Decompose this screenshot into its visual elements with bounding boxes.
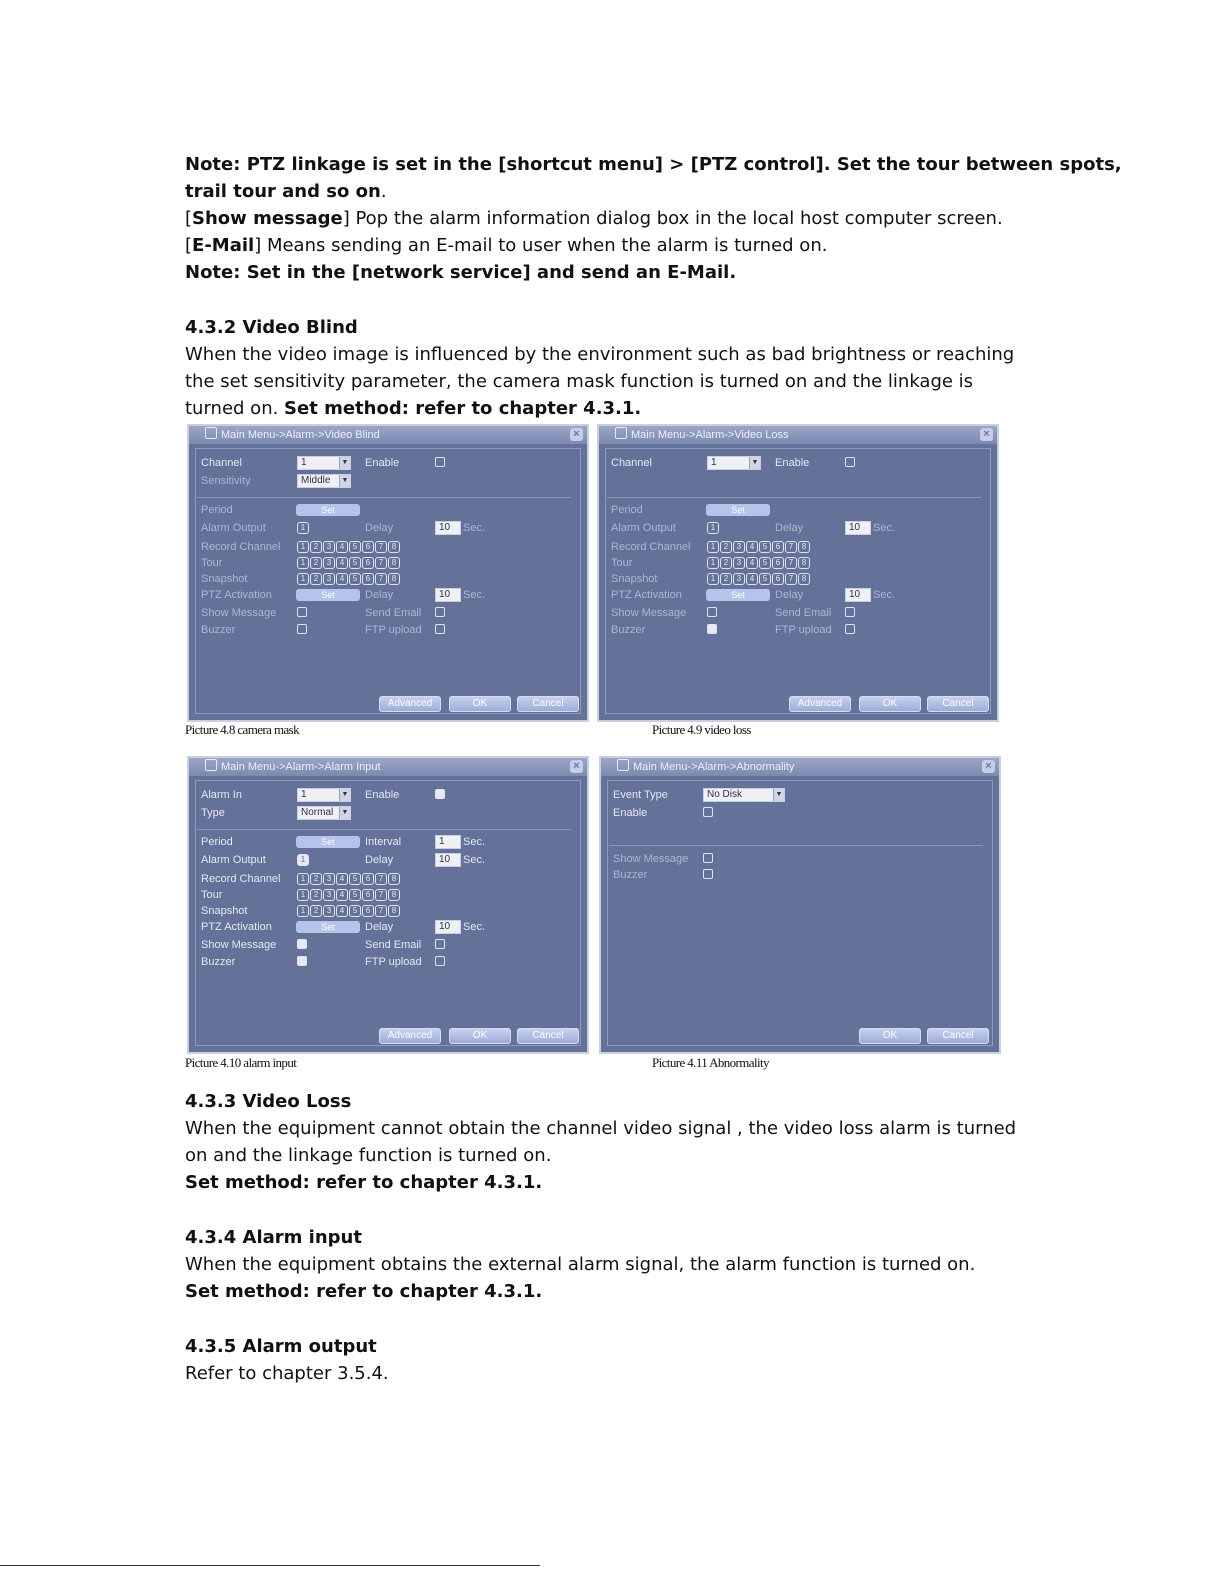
channel-box[interactable]: 6 [772, 557, 784, 569]
channel-box[interactable]: 8 [798, 573, 810, 585]
send-email-checkbox[interactable] [845, 607, 855, 617]
buzzer-label: Buzzer [611, 624, 646, 636]
record-channel-boxes [297, 873, 400, 885]
snapshot-label: Snapshot [201, 573, 248, 585]
show-message-paragraph [185, 205, 1003, 232]
snapshot-boxes [297, 905, 400, 917]
video-blind-line2: the set sensitivity parameter, the camera mask function is turned on and the linkage is [185, 371, 974, 392]
channel-box[interactable]: 3 [733, 541, 745, 553]
close-icon[interactable]: × [980, 428, 993, 441]
divider [197, 829, 571, 830]
bracket-open: [ [185, 235, 193, 256]
channel-box[interactable]: 3 [733, 557, 745, 569]
show-message-label: Show Message [201, 607, 277, 619]
send-email-label: Send Email [365, 939, 422, 951]
channel-box[interactable]: 8 [388, 557, 400, 569]
show-message-label: Show Message [201, 939, 277, 951]
caption-picture-4-11: Picture 4.11 Abnormality [652, 1055, 769, 1070]
alarm-output-box[interactable]: 1 [297, 854, 309, 866]
channel-box[interactable]: 4 [336, 873, 348, 885]
channel-box[interactable]: 7 [375, 873, 387, 885]
show-message-checkbox[interactable] [703, 853, 713, 863]
channel-box[interactable]: 7 [375, 573, 387, 585]
channel-box[interactable]: 6 [362, 873, 374, 885]
sensitivity-value: Middle [301, 475, 331, 486]
heading-video-loss: 4.3.3 Video Loss [185, 1091, 352, 1112]
type-value: Normal [301, 807, 334, 818]
sec-label: Sec. [873, 589, 896, 601]
video-blind-line3-text: turned on. [185, 398, 285, 419]
channel-box[interactable]: 7 [375, 557, 387, 569]
channel-box[interactable]: 4 [746, 541, 758, 553]
show-message-label: Show Message [611, 607, 687, 619]
divider [607, 497, 981, 498]
channel-box[interactable]: 4 [336, 557, 348, 569]
alarm-output-label: Alarm Output [611, 522, 676, 534]
period-set-button[interactable]: Set [296, 836, 360, 848]
enable-label: Enable [775, 457, 810, 469]
note-ptz-linkage-cont [185, 178, 387, 205]
ptz-activation-label: PTZ Activation [611, 589, 682, 601]
tour-boxes [297, 557, 400, 569]
channel-value: 1 [301, 457, 307, 468]
ftp-upload-label: FTP upload [365, 956, 422, 968]
channel-box[interactable]: 4 [336, 889, 348, 901]
close-icon[interactable]: × [982, 760, 995, 773]
channel-box[interactable]: 1 [707, 557, 719, 569]
record-channel-boxes [707, 541, 810, 553]
dialog-title: Main Menu->Alarm->Alarm Input [221, 761, 381, 773]
video-loss-dialog [597, 424, 999, 722]
alarm-input-dialog [187, 756, 589, 1054]
delay-label: Delay [365, 854, 394, 866]
email-paragraph [185, 232, 827, 259]
delay-label: Delay [365, 589, 394, 601]
dialog-title: Main Menu->Alarm->Video Blind [221, 429, 380, 441]
channel-box[interactable]: 5 [349, 905, 361, 917]
show-message-checkbox[interactable] [297, 607, 307, 617]
alarm-output-label: Alarm Output [201, 854, 266, 866]
snapshot-label: Snapshot [611, 573, 658, 585]
delay-input[interactable]: 10 [435, 853, 461, 867]
ok-button[interactable]: OK [449, 696, 511, 712]
tour-label: Tour [201, 557, 223, 569]
note-ptz-linkage: Note: PTZ linkage is set in the [shortcut menu] > [PTZ control]. Set the tour between spots, [185, 154, 1122, 175]
delay-label: Delay [365, 522, 394, 534]
channel-box[interactable]: 3 [323, 905, 335, 917]
channel-box[interactable]: 8 [388, 573, 400, 585]
video-blind-set-method: Set method: refer to chapter 4.3.1. [284, 398, 642, 419]
channel-box[interactable]: 7 [375, 541, 387, 553]
interval-input[interactable]: 1 [435, 835, 461, 849]
channel-box[interactable]: 2 [310, 905, 322, 917]
send-email-label: Send Email [775, 607, 832, 619]
channel-box[interactable]: 4 [336, 905, 348, 917]
enable-checkbox[interactable] [435, 789, 445, 799]
channel-box[interactable]: 5 [349, 557, 361, 569]
dialog-titlebar [599, 426, 997, 444]
advanced-button[interactable]: Advanced [379, 696, 441, 712]
enable-checkbox[interactable] [435, 457, 445, 467]
channel-box[interactable]: 1 [297, 905, 309, 917]
ftp-upload-checkbox[interactable] [845, 624, 855, 634]
channel-box[interactable]: 7 [375, 889, 387, 901]
channel-box[interactable]: 6 [362, 557, 374, 569]
video-loss-set-method: Set method: refer to chapter 4.3.1. [185, 1172, 543, 1193]
record-channel-label: Record Channel [201, 541, 281, 553]
channel-box[interactable]: 8 [388, 541, 400, 553]
alarm-output-line1: Refer to chapter 3.5.4. [185, 1363, 389, 1384]
delay-input[interactable]: 10 [845, 521, 871, 535]
dialog-title: Main Menu->Alarm->Abnormality [633, 761, 795, 773]
channel-box[interactable]: 1 [297, 573, 309, 585]
show-message-desc: ] Pop the alarm information dialog box in the local host computer screen. [342, 208, 1003, 229]
show-message-label: Show Message [613, 853, 689, 865]
alarm-output-boxes [297, 854, 309, 866]
ptz-activation-label: PTZ Activation [201, 589, 272, 601]
channel-value: 1 [711, 457, 717, 468]
event-type-select[interactable] [703, 788, 785, 802]
note-ptz-linkage-cont-bold: trail tour and so on [185, 181, 381, 202]
period-label: Period [201, 836, 233, 848]
record-channel-label: Record Channel [611, 541, 691, 553]
send-email-checkbox[interactable] [435, 939, 445, 949]
video-loss-line1: When the equipment cannot obtain the channel video signal , the video loss alarm is turned [185, 1118, 1017, 1139]
channel-box[interactable]: 2 [310, 557, 322, 569]
buzzer-checkbox[interactable] [707, 624, 717, 634]
channel-box[interactable]: 8 [388, 889, 400, 901]
channel-box[interactable]: 2 [720, 573, 732, 585]
channel-box[interactable]: 8 [388, 905, 400, 917]
sec-label: Sec. [463, 854, 486, 866]
email-term: E-Mail [192, 235, 255, 256]
menu-icon [617, 759, 629, 771]
channel-box[interactable]: 5 [759, 557, 771, 569]
channel-box[interactable]: 7 [785, 573, 797, 585]
channel-box[interactable]: 1 [297, 873, 309, 885]
advanced-button[interactable]: Advanced [789, 696, 851, 712]
dialog-titlebar [189, 758, 587, 776]
divider [609, 845, 983, 846]
video-blind-line1: When the video image is influenced by the environment such as bad brightness or reaching [185, 344, 1015, 365]
alarm-input-line1: When the equipment obtains the external alarm signal, the alarm function is turned on. [185, 1254, 976, 1275]
record-channel-label: Record Channel [201, 873, 281, 885]
channel-box[interactable]: 3 [323, 573, 335, 585]
ok-button[interactable]: OK [859, 696, 921, 712]
channel-box[interactable]: 7 [785, 541, 797, 553]
ptz-delay-input[interactable]: 10 [435, 920, 461, 934]
cancel-button[interactable]: Cancel [927, 696, 989, 712]
alarm-input-set-method: Set method: refer to chapter 4.3.1. [185, 1281, 543, 1302]
channel-box[interactable]: 4 [336, 541, 348, 553]
sec-label: Sec. [463, 836, 486, 848]
ftp-upload-label: FTP upload [775, 624, 832, 636]
sec-label: Sec. [463, 921, 486, 933]
ptz-delay-input[interactable]: 10 [845, 588, 871, 602]
alarm-in-value: 1 [301, 789, 307, 800]
ptz-set-button[interactable]: Set [296, 589, 360, 601]
channel-box[interactable]: 2 [310, 889, 322, 901]
buzzer-label: Buzzer [201, 624, 236, 636]
alarm-in-label: Alarm In [201, 789, 242, 801]
channel-box[interactable]: 1 [707, 541, 719, 553]
sec-label: Sec. [463, 522, 486, 534]
tour-label: Tour [201, 889, 223, 901]
chevron-down-icon: ▼ [749, 457, 760, 469]
channel-box[interactable]: 5 [759, 573, 771, 585]
channel-box[interactable]: 5 [349, 873, 361, 885]
sensitivity-label: Sensitivity [201, 475, 251, 487]
cancel-button[interactable]: Cancel [927, 1028, 989, 1044]
buzzer-label: Buzzer [201, 956, 236, 968]
channel-box[interactable]: 4 [336, 573, 348, 585]
sec-label: Sec. [873, 522, 896, 534]
channel-box[interactable]: 8 [798, 557, 810, 569]
caption-picture-4-9: Picture 4.9 video loss [652, 722, 751, 737]
email-desc: ] Means sending an E-mail to user when the alarm is turned on. [254, 235, 828, 256]
channel-box[interactable]: 1 [707, 573, 719, 585]
chevron-down-icon: ▼ [339, 475, 350, 487]
channel-box[interactable]: 3 [733, 573, 745, 585]
menu-icon [615, 427, 627, 439]
ftp-upload-checkbox[interactable] [435, 956, 445, 966]
ok-button[interactable]: OK [859, 1028, 921, 1044]
sec-label: Sec. [463, 589, 486, 601]
ptz-delay-input[interactable]: 10 [435, 588, 461, 602]
enable-label: Enable [365, 789, 400, 801]
period-label: Period [611, 504, 643, 516]
type-label: Type [201, 807, 225, 819]
video-blind-dialog [187, 424, 589, 722]
channel-box[interactable]: 6 [362, 889, 374, 901]
advanced-button[interactable]: Advanced [379, 1028, 441, 1044]
enable-checkbox[interactable] [703, 807, 713, 817]
type-select[interactable] [297, 806, 351, 820]
channel-box[interactable]: 6 [362, 573, 374, 585]
note-network-service: Note: Set in the [network service] and send an E-Mail. [185, 262, 737, 283]
event-type-label: Event Type [613, 789, 668, 801]
delay-label: Delay [365, 921, 394, 933]
channel-box[interactable]: 3 [323, 541, 335, 553]
abnormality-dialog [599, 756, 1001, 1054]
channel-box[interactable]: 5 [349, 889, 361, 901]
tour-label: Tour [611, 557, 633, 569]
alarm-in-select[interactable] [297, 788, 351, 802]
channel-box[interactable]: 3 [323, 889, 335, 901]
channel-box[interactable]: 1 [297, 557, 309, 569]
period-set-button[interactable]: Set [296, 504, 360, 516]
cancel-button[interactable]: Cancel [517, 1028, 579, 1044]
heading-video-blind: 4.3.2 Video Blind [185, 317, 358, 338]
heading-alarm-input: 4.3.4 Alarm input [185, 1227, 362, 1248]
channel-box[interactable]: 3 [323, 557, 335, 569]
menu-icon [205, 759, 217, 771]
snapshot-boxes [297, 573, 400, 585]
alarm-output-box[interactable]: 1 [297, 522, 309, 534]
channel-box[interactable]: 2 [310, 873, 322, 885]
close-icon[interactable]: × [570, 428, 583, 441]
dialog-title: Main Menu->Alarm->Video Loss [631, 429, 789, 441]
tour-boxes [297, 889, 400, 901]
alarm-output-box[interactable]: 1 [707, 522, 719, 534]
event-type-value: No Disk [707, 789, 743, 800]
bracket-open: [ [185, 208, 193, 229]
menu-icon [205, 427, 217, 439]
note-ptz-linkage-period: . [380, 181, 387, 202]
channel-box[interactable]: 1 [297, 889, 309, 901]
sensitivity-select[interactable] [297, 474, 351, 488]
buzzer-checkbox[interactable] [297, 956, 307, 966]
close-icon[interactable]: × [570, 760, 583, 773]
ftp-upload-checkbox[interactable] [435, 624, 445, 634]
record-channel-boxes [297, 541, 400, 553]
cancel-button[interactable]: Cancel [517, 696, 579, 712]
divider [197, 497, 571, 498]
channel-box[interactable]: 5 [349, 541, 361, 553]
delay-input[interactable]: 10 [435, 521, 461, 535]
channel-box[interactable]: 6 [772, 541, 784, 553]
channel-box[interactable]: 2 [720, 541, 732, 553]
video-blind-line3 [185, 395, 641, 422]
buzzer-checkbox[interactable] [297, 624, 307, 634]
chevron-down-icon: ▼ [339, 789, 350, 801]
ptz-set-button[interactable]: Set [706, 589, 770, 601]
interval-label: Interval [365, 836, 402, 848]
period-label: Period [201, 504, 233, 516]
channel-box[interactable]: 7 [375, 905, 387, 917]
channel-box[interactable]: 8 [798, 541, 810, 553]
channel-box[interactable]: 5 [759, 541, 771, 553]
ok-button[interactable]: OK [449, 1028, 511, 1044]
channel-box[interactable]: 6 [362, 905, 374, 917]
show-message-checkbox[interactable] [707, 607, 717, 617]
channel-label: Channel [201, 457, 242, 469]
dialog-body [607, 780, 993, 1046]
period-set-button[interactable]: Set [706, 504, 770, 516]
channel-box[interactable]: 4 [746, 557, 758, 569]
snapshot-label: Snapshot [201, 905, 248, 917]
enable-label: Enable [613, 807, 648, 819]
delay-label: Delay [775, 522, 804, 534]
channel-box[interactable]: 2 [310, 573, 322, 585]
chevron-down-icon: ▼ [339, 457, 350, 469]
ftp-upload-label: FTP upload [365, 624, 422, 636]
channel-box[interactable]: 1 [297, 541, 309, 553]
alarm-output-boxes [707, 522, 719, 534]
channel-box[interactable]: 6 [362, 541, 374, 553]
delay-label: Delay [775, 589, 804, 601]
channel-box[interactable]: 8 [388, 873, 400, 885]
channel-box[interactable]: 5 [349, 573, 361, 585]
buzzer-label: Buzzer [613, 869, 648, 881]
alarm-output-boxes [297, 522, 309, 534]
channel-box[interactable]: 2 [310, 541, 322, 553]
enable-label: Enable [365, 457, 400, 469]
tour-boxes [707, 557, 810, 569]
show-message-term: Show message [192, 208, 343, 229]
heading-alarm-output: 4.3.5 Alarm output [185, 1336, 377, 1357]
channel-select[interactable] [297, 456, 351, 470]
enable-checkbox[interactable] [845, 457, 855, 467]
send-email-label: Send Email [365, 607, 422, 619]
chevron-down-icon: ▼ [773, 789, 784, 801]
buzzer-checkbox[interactable] [703, 869, 713, 879]
video-loss-line2: on and the linkage function is turned on. [185, 1145, 552, 1166]
alarm-output-label: Alarm Output [201, 522, 266, 534]
chevron-down-icon: ▼ [339, 807, 350, 819]
channel-box[interactable]: 6 [772, 573, 784, 585]
ptz-activation-label: PTZ Activation [201, 921, 272, 933]
ptz-set-button[interactable]: Set [296, 921, 360, 933]
channel-select[interactable] [707, 456, 761, 470]
dialog-titlebar [601, 758, 999, 776]
send-email-checkbox[interactable] [435, 607, 445, 617]
channel-box[interactable]: 4 [746, 573, 758, 585]
caption-picture-4-8: Picture 4.8 camera mask [185, 722, 299, 737]
channel-box[interactable]: 2 [720, 557, 732, 569]
channel-box[interactable]: 7 [785, 557, 797, 569]
channel-label: Channel [611, 457, 652, 469]
dialog-titlebar [189, 426, 587, 444]
caption-picture-4-10: Picture 4.10 alarm input [185, 1055, 297, 1070]
channel-box[interactable]: 3 [323, 873, 335, 885]
snapshot-boxes [707, 573, 810, 585]
show-message-checkbox[interactable] [297, 939, 307, 949]
footer-rule [0, 1565, 540, 1566]
